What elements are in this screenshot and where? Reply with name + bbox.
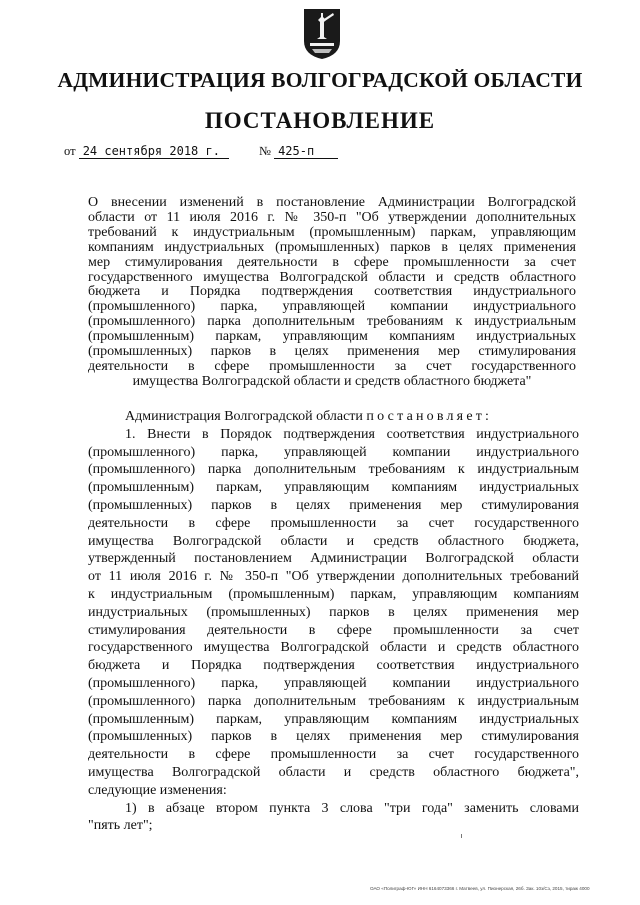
item1-line: деятельности в сфере промышленности за счет государственного [88,515,579,531]
item1-line: 1. Внести в Порядок подтверждения соответствия индустриального [125,426,579,442]
subject-line: компаниям индустриальных (промышленных) парков в целях применения [88,239,576,255]
subject-line: деятельности в сфере промышленности за счет государственного [88,358,576,374]
document-subject [88,196,576,390]
scan-speck [461,834,462,838]
organization-title: АДМИНИСТРАЦИЯ ВОЛГОГРАДСКОЙ ОБЛАСТИ [57,68,583,92]
item1-line: (промышленного) парка дополнительным требованиям к индустриальным [88,462,579,478]
item1-line: (промышленного) парка, управляющей компании индустриального [88,675,579,691]
item1-line: имущества Волгоградской области и средств областного бюджета", [88,764,579,780]
item1-line: (промышленным) паркам, управляющим компаниям индустриальных [88,711,579,727]
item1-line: (промышленного) парка, управляющей компании индустриального [88,444,579,460]
item1-line: (промышленным) паркам, управляющим компаниям индустриальных [88,480,579,496]
volgograd-emblem-icon [302,7,342,61]
preamble-lead: Администрация Волгоградской области [125,409,363,424]
item1-line: деятельности в сфере промышленности за счет государственного [88,747,579,763]
subject-line: О внесении изменений в постановление Администрации Волгоградской [88,195,576,210]
item1-line: бюджета и Порядка подтверждения соответствия индустриального [88,658,579,674]
subject-line: мер стимулирования деятельности в сфере промышленности за счет [88,254,576,270]
date-line [64,144,229,159]
subject-line: государственного имущества Волгоградской области и средств областного [88,269,576,285]
subject-line: (промышленного) парка дополнительным требованиям к индустриальным [88,314,576,330]
document-body [88,408,579,835]
item1-line: (промышленных) парков в целях применения мер стимулирования [88,497,579,513]
subject-line: требований к индустриальным (промышленным) паркам, управляющим [88,224,576,240]
document-type-title: ПОСТАНОВЛЕНИЕ [204,108,436,133]
print-footer: ОАО «Полиграф-ЮГ» ИНН 6164073366 г. Матвеев, ул. Пионерская, 26б. Зак. 10з/Сз, 2015, тираж 4000 [370,886,590,891]
item1-line: (промышленного) парка дополнительным требованиям к индустриальным [88,693,579,709]
subject-line: (промышленного) парка, управляющей компании индустриального [88,299,576,315]
item1-line: индустриальных (промышленных) парков в целях применения мер [88,604,579,620]
number-value: 425-п [274,144,338,159]
number-prefix: № [259,144,271,158]
subject-line: (промышленным) паркам, управляющим компаниям индустриальных [88,329,576,345]
subject-line: области от 11 июля 2016 г. № 350-п "Об утверждении дополнительных [88,209,576,225]
item1-line: утвержденный постановлением Администрации Волгоградской области [88,551,579,567]
subitem1-line: 1) в абзаце втором пункта 3 слова "три года" заменить словами [125,800,579,816]
subject-line: (промышленных) парков в целях применения мер стимулирования [88,344,576,360]
subitem1-line: "пять лет"; [88,818,153,834]
item1-line: стимулирования деятельности в сфере промышленности за счет [88,622,579,638]
item1-line: (промышленных) парков в целях применения мер стимулирования [88,729,579,745]
item1-line: к индустриальным (промышленным) паркам, управляющим компаниям [88,586,579,602]
subject-line: бюджета и Порядка подтверждения соответствия индустриального [88,284,576,300]
date-value: 24 сентября 2018 г. [79,144,229,159]
subject-line: имущества Волгоградской области и средств областного бюджета" [132,373,532,389]
item1-line: имущества Волгоградской области и средств областного бюджета, [88,533,579,549]
item1-line: государственного имущества Волгоградской области и средств областного [88,640,579,656]
number-line [259,144,338,159]
item1-line: следующие изменения: [88,782,227,798]
preamble-action: постановляет: [366,409,493,424]
date-prefix: от [64,144,76,158]
preamble [88,408,579,426]
item1-line: от 11 июля 2016 г. № 350-п "Об утверждении дополнительных требований [88,569,579,585]
